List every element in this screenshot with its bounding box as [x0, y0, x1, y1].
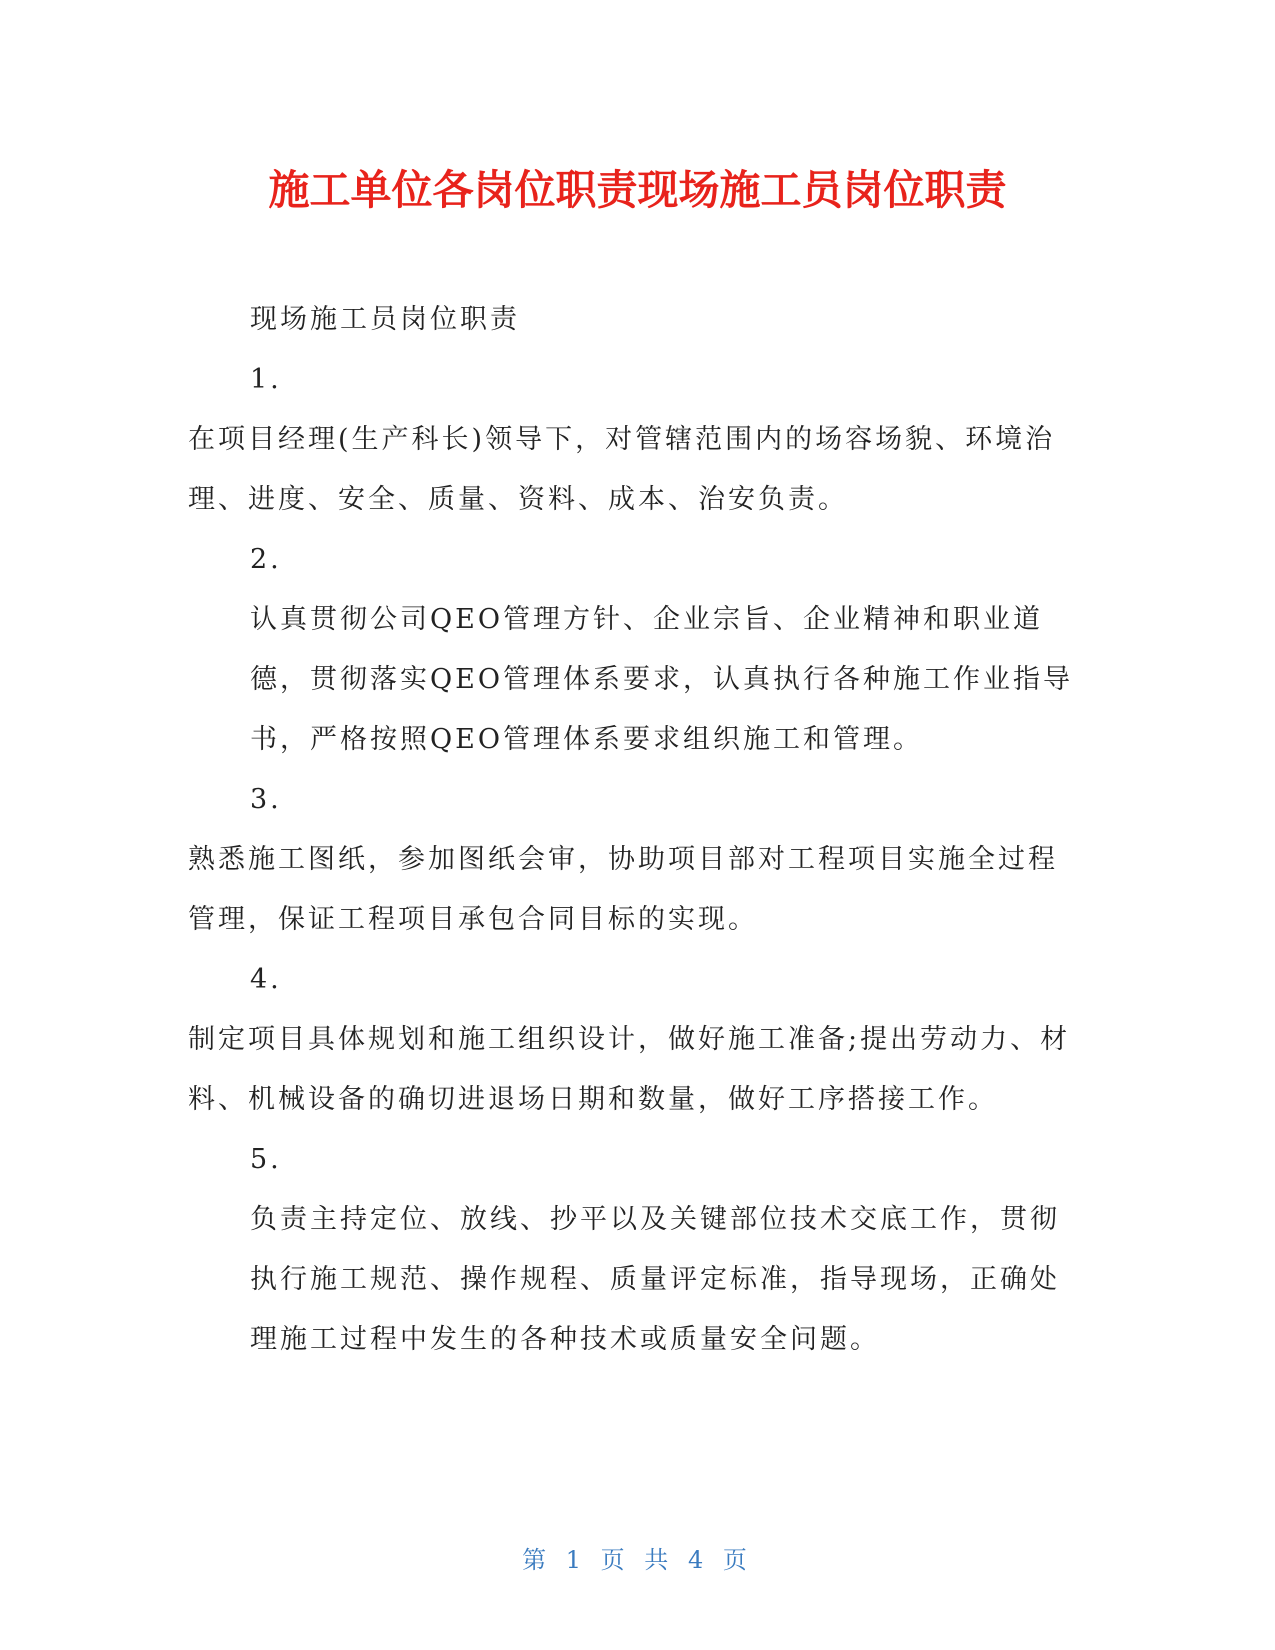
paragraph: 在项目经理(生产科长)领导下，对管辖范围内的场容场貌、环境治理、进度、安全、质量、资料、成本、治安负责。 [188, 424, 1056, 515]
footer-total-pages: 4 [687, 1546, 710, 1574]
page-footer [0, 1540, 1275, 1575]
footer-prefix: 第 [522, 1546, 553, 1574]
paragraph: 认真贯彻公司QEO管理方针、企业宗旨、企业精神和职业道德，贯彻落实QEO管理体系要求，认真执行各种施工作业指导书，严格按照QEO管理体系要求组织施工和管理。 [250, 604, 1073, 755]
document-title: 施工单位各岗位职责现场施工员岗位职责 [268, 166, 1007, 214]
paragraph: 制定项目具体规划和施工组织设计，做好施工准备;提出劳动力、材料、机械设备的确切进退场日期和数量，做好工序搭接工作。 [188, 1024, 1071, 1115]
paragraph: 3. [250, 784, 282, 815]
paragraph: 现场施工员岗位职责 [250, 304, 520, 335]
footer-current-page: 1 [565, 1546, 588, 1574]
paragraph: 2. [250, 544, 282, 575]
paragraph: 负责主持定位、放线、抄平以及关键部位技术交底工作，贯彻执行施工规范、操作规程、质量评定标准，指导现场，正确处理施工过程中发生的各种技术或质量安全问题。 [250, 1204, 1060, 1355]
paragraph: 熟悉施工图纸，参加图纸会审，协助项目部对工程项目实施全过程管理，保证工程项目承包合同目标的实现。 [188, 844, 1058, 935]
footer-suffix: 页 [722, 1546, 753, 1574]
paragraph: 4. [250, 964, 282, 995]
footer-middle: 页 共 [600, 1546, 675, 1574]
document-body [188, 290, 1078, 1370]
paragraph: 1. [250, 364, 282, 395]
paragraph: 5. [250, 1144, 282, 1175]
